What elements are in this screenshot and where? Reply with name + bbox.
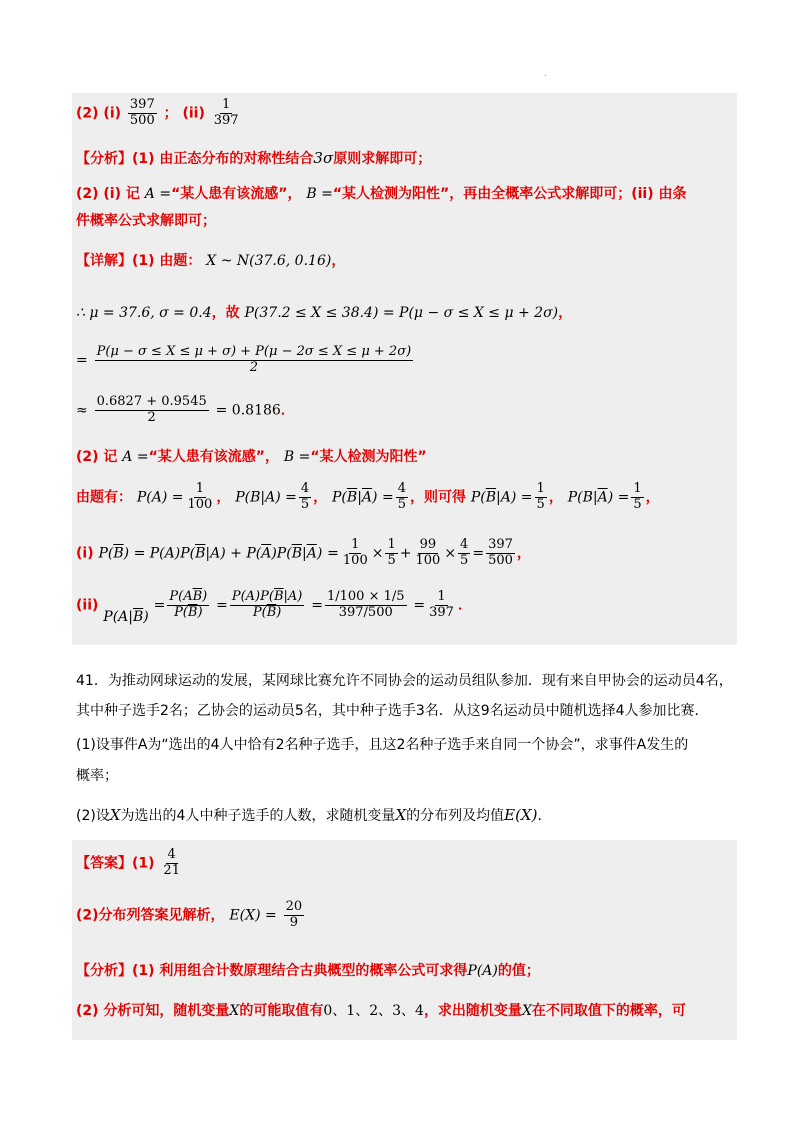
header-mark: .: [544, 68, 548, 79]
detail-line1: [76, 250, 345, 270]
analysis2-line1: [76, 960, 540, 980]
frac-num: P(μ − σ ≤ X ≤ μ + σ) + P(μ − 2σ ≤ X ≤ μ + 2σ): [96, 344, 412, 359]
fraction-approx: [95, 395, 209, 426]
fraction-397-500: [128, 98, 157, 129]
frac-num: 1: [222, 97, 231, 112]
text: ，: [331, 253, 346, 269]
fraction-4-21: [161, 848, 182, 879]
text: “某人检测为阳性”，再由全概率公式求解即可；(ii) 由条: [332, 186, 687, 202]
math-EX: E(X) =: [229, 907, 277, 924]
math-A: A =: [144, 186, 172, 202]
analysis-tag: 【分析】: [76, 151, 132, 167]
question-line5: (2)设X为选出的4人中种子选手的人数，求随机变量X的分布列及均值E(X)．: [76, 806, 552, 824]
text: (2)设: [76, 808, 110, 824]
math-normal-dist: X ~ N(37.6, 0.16): [206, 253, 332, 269]
text: 的值；: [497, 963, 540, 979]
frac-num: 397: [129, 97, 155, 112]
text: (1) 由正态分布的对称性结合: [132, 151, 314, 167]
math-mu-sigma: ∴ μ = 37.6, σ = 0.4: [76, 305, 212, 321]
math-B: B =: [306, 186, 333, 202]
math-A: A =: [122, 449, 149, 465]
math-probability-interval: P(37.2 ≤ X ≤ 38.4) = P(μ − σ ≤ X ≤ μ + 2σ): [244, 305, 559, 321]
text: 的可能取值有: [239, 1003, 324, 1019]
text: (1): [132, 855, 155, 872]
fraction-1-397: [212, 98, 241, 129]
answer-tag: 【答案】: [76, 855, 132, 872]
fraction-prob-sum: [95, 345, 414, 376]
text: “某人患有该流感”，: [171, 186, 302, 202]
frac-den: 2: [249, 359, 259, 375]
part2-ii-label: (ii): [182, 105, 205, 122]
text: “某人检测为阳性”: [310, 449, 427, 465]
frac-num: 20: [285, 899, 303, 914]
part2-i-label: (i): [103, 105, 122, 122]
text: ，求出随机变量: [423, 1003, 522, 1019]
detail-line4: ≈ $\frac{0.6827 + 0.9545}{2}$ = 0.8186．: [76, 394, 295, 425]
text: (2) 记: [76, 449, 118, 465]
frac-num: 0.6827 + 0.9545: [96, 394, 207, 409]
text: ．: [537, 808, 552, 824]
math-values: 0、1、2、3、4: [323, 1003, 424, 1019]
answer-line2: [76, 900, 306, 931]
detail-line-ii: (ii) $P(A|\overline{B})$ = $\frac{P(A\overline{B})}{P(\overline{B})}$ = $\frac{P(A)P(\overline{B}|A)}{P(\overline{B})}$ = $\frac{1/100 \times 1/5}{397/500}$ = $\frac{1}{397}$ ．: [76, 589, 472, 626]
text: 由题有：: [76, 489, 132, 506]
math-PA: P(A): [467, 963, 498, 979]
frac-den: 9: [289, 914, 298, 930]
math-result: = 0.8186: [215, 402, 281, 419]
frac-den: 21: [163, 862, 180, 878]
ii-label: (ii): [76, 597, 99, 614]
part2-answer: [76, 98, 243, 129]
text: (1) 利用组合计数原理结合古典概型的概率公式可求得: [132, 963, 468, 979]
frac-num: 4: [167, 847, 176, 862]
question-line1: 41．为推动网球运动的发展，某网球比赛允许不同协会的运动员组队参加．现有来自甲协会的运动员4名，: [76, 673, 733, 689]
text: (2) 分析可知，随机变量: [76, 1003, 230, 1019]
analysis2-line2: (2) 分析可知，随机变量X的可能取值有0、1、2、3、4，求出随机变量X在不同取值下的概率，可: [76, 1003, 686, 1019]
question-line3: (1)设事件A为“选出的4人中恰有2名种子选手，且这2名种子选手来自同一个协会”，求事件A发生的: [76, 737, 689, 753]
part2-label: (2): [76, 105, 99, 122]
frac-den: 2: [147, 409, 156, 425]
fraction-20-9: [284, 900, 305, 931]
detail-line-i: (i) $P(\overline{B}) = P(A)P(\overline{B}|A) + P(\overline{A})P(\overline{B}|\overline{A})$ = $\frac{1}{100}$ × $\frac{1}{5}$ + $\frac{99}{100}$ × $\frac{4}{5}$ = $\frac{397}{500}$ ，: [76, 537, 531, 568]
frac-den: 397: [213, 112, 239, 128]
text: 在不同取值下的概率，可: [531, 1003, 686, 1019]
detail-line6: 由题有： P(A) = $\frac{1}{100}$ ， P(B|A) = $\frac{4}{5}$ ， $P(\overline{B}|\overline{A})$ = $\frac{4}{5}$ ，则可得 $P(\overline{B}|A)$ = $\frac{1}{5}$ ， $P(B|\overline{A})$ = $\frac{1}{5}$ ，: [76, 481, 660, 512]
text: 原则求解即可；: [333, 151, 432, 167]
text: ，故: [211, 305, 240, 321]
text: 件概率公式求解即可；: [76, 213, 216, 229]
text: “某人患有该流感”，: [148, 449, 279, 465]
detail-line2: [76, 302, 572, 322]
text: (1) 由题：: [132, 253, 202, 269]
text: ，: [558, 305, 573, 321]
separator: ；: [163, 105, 178, 122]
text: 的分布列及均值: [406, 808, 505, 824]
detail-tag: 【详解】: [76, 253, 132, 269]
question-line4: 概率；: [76, 768, 118, 784]
frac-den: 500: [129, 112, 155, 128]
i-label: (i): [76, 545, 94, 562]
detail-line3: = $\frac{P(\mu - \sigma \le X \le \mu + \sigma) + P(\mu - 2\sigma \le X \le \mu + 2\sigma)}{2}$: [76, 344, 412, 375]
math-3sigma: 3σ: [313, 149, 334, 167]
question-line2: 其中种子选手2名；乙协会的运动员5名，其中种子选手3名．从这9名运动员中随机选择4人参加比赛．: [76, 703, 709, 719]
math-B: B =: [283, 449, 311, 465]
detail-line5: [76, 446, 427, 466]
text: ，则可得: [409, 489, 466, 506]
analysis-tag: 【分析】: [76, 963, 132, 979]
text: (2)分布列答案见解析，: [76, 907, 225, 924]
analysis1-line1: [76, 148, 431, 168]
text: (2) (i) 记: [76, 186, 140, 202]
text: 为选出的4人中种子选手的人数，求随机变量: [120, 808, 396, 824]
answer-line1: [76, 848, 184, 879]
analysis1-line3: [76, 210, 216, 230]
analysis1-line2: [76, 183, 686, 203]
text: ．: [280, 402, 295, 419]
